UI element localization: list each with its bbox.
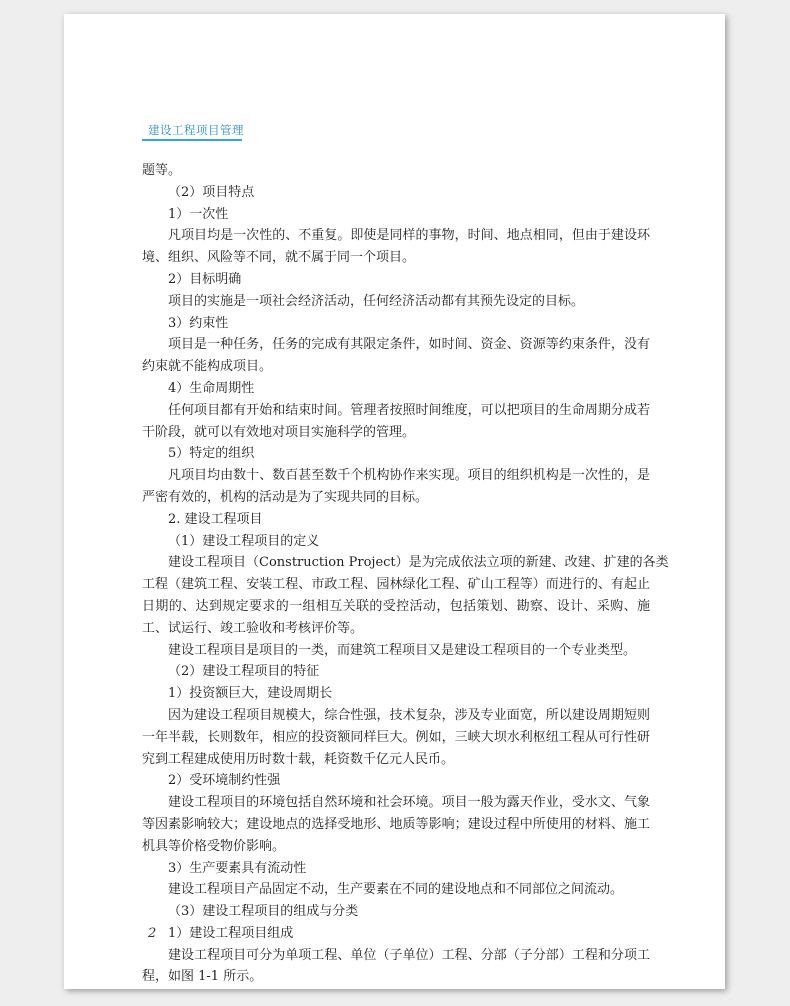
running-head-rule [142, 139, 242, 141]
paragraph-line: 严密有效的，机构的活动是为了实现共同的目标。 [142, 489, 429, 505]
paragraph-line: 建设工程项目的环境包括自然环境和社会环境。项目一般为露天作业，受水文、气象 [168, 795, 650, 811]
subsection-heading: 1）建设工程项目组成 [168, 925, 294, 941]
paragraph-line: 建设工程项目可分为单项工程、单位（子单位）工程、分部（子分部）工程和分项工 [168, 947, 650, 963]
subsection-heading: 1）投资额巨大，建设周期长 [168, 686, 333, 702]
subsection-heading: 2）目标明确 [168, 271, 242, 287]
paragraph-line: 任何项目都有开始和结束时间。管理者按照时间维度，可以把项目的生命周期分成若 [168, 402, 650, 418]
paragraph-line: 一年半载，长则数年，相应的投资额同样巨大。例如，三峡大坝水利枢纽工程从可行性研 [142, 729, 650, 745]
paragraph-line: 究到工程建成使用历时数十载，耗资数千亿元人民币。 [142, 751, 455, 767]
paragraph-line: 工、试运行、竣工验收和考核评价等。 [142, 620, 364, 636]
paragraph-line: 题等。 [142, 163, 182, 178]
paragraph-line: 程，如图 1-1 所示。 [142, 969, 263, 985]
paragraph-line: 因为建设工程项目规模大，综合性强，技术复杂，涉及专业面宽，所以建设周期短则 [168, 707, 650, 723]
subsection-heading: 3）约束性 [168, 315, 229, 331]
running-head-title: 建设工程项目管理 [148, 123, 244, 137]
paragraph-line: 干阶段，就可以有效地对项目实施科学的管理。 [142, 424, 416, 440]
paragraph-line: 建设工程项目（Construction Project）是为完成依法立项的新建、改建、扩建的各类 [168, 555, 669, 571]
subsection-heading: 1）一次性 [168, 206, 229, 222]
paragraph-line: 建设工程项目产品固定不动，生产要素在不同的建设地点和不同部位之间流动。 [168, 882, 624, 898]
paragraph-line: 工程（建筑工程、安装工程、市政工程、园林绿化工程、矿山工程等）而进行的、有起止 [142, 577, 650, 593]
paragraph-line: 项目的实施是一项社会经济活动，任何经济活动都有其预先设定的目标。 [168, 293, 585, 309]
subsection-heading: 2）受环境制约性强 [168, 773, 281, 789]
paragraph-line: 等因素影响较大；建设地点的选择受地形、地质等影响；建设过程中所使用的材料、施工 [142, 816, 650, 832]
section-heading: （3）建设工程项目的组成与分类 [168, 904, 359, 920]
paragraph-line: 项目是一种任务，任务的完成有其限定条件，如时间、资金、资源等约束条件，没有 [168, 337, 650, 353]
running-head [138, 120, 242, 142]
section-heading: （2）建设工程项目的特征 [168, 664, 320, 680]
subsection-heading: 5）特定的组织 [168, 446, 255, 462]
subsection-heading: 4）生命周期性 [168, 380, 255, 396]
section-heading: （1）建设工程项目的定义 [168, 533, 320, 549]
body-text [142, 160, 669, 988]
paragraph-line: 约束就不能构成项目。 [142, 359, 273, 375]
paragraph-line: 凡项目均由数十、数百甚至数千个机构协作来实现。项目的组织机构是一次性的，是 [168, 468, 650, 484]
page-number: 2 [148, 926, 157, 941]
paragraph-line: 建设工程项目是项目的一类，而建筑工程项目又是建设工程项目的一个专业类型。 [168, 642, 637, 658]
paragraph-line: 机具等价格受物价影响。 [142, 838, 286, 854]
section-heading: 2. 建设工程项目 [168, 511, 263, 527]
paragraph-line: 日期的、达到规定要求的一组相互关联的受控活动，包括策划、勘察、设计、采购、施 [142, 598, 650, 614]
paragraph-line: 境、组织、风险等不同，就不属于同一个项目。 [142, 250, 416, 266]
subsection-heading: 3）生产要素具有流动性 [168, 860, 307, 876]
section-heading: （2）项目特点 [168, 184, 255, 200]
paragraph-line: 凡项目均是一次性的、不重复。即使是同样的事物，时间、地点相同，但由于建设环 [168, 228, 650, 244]
